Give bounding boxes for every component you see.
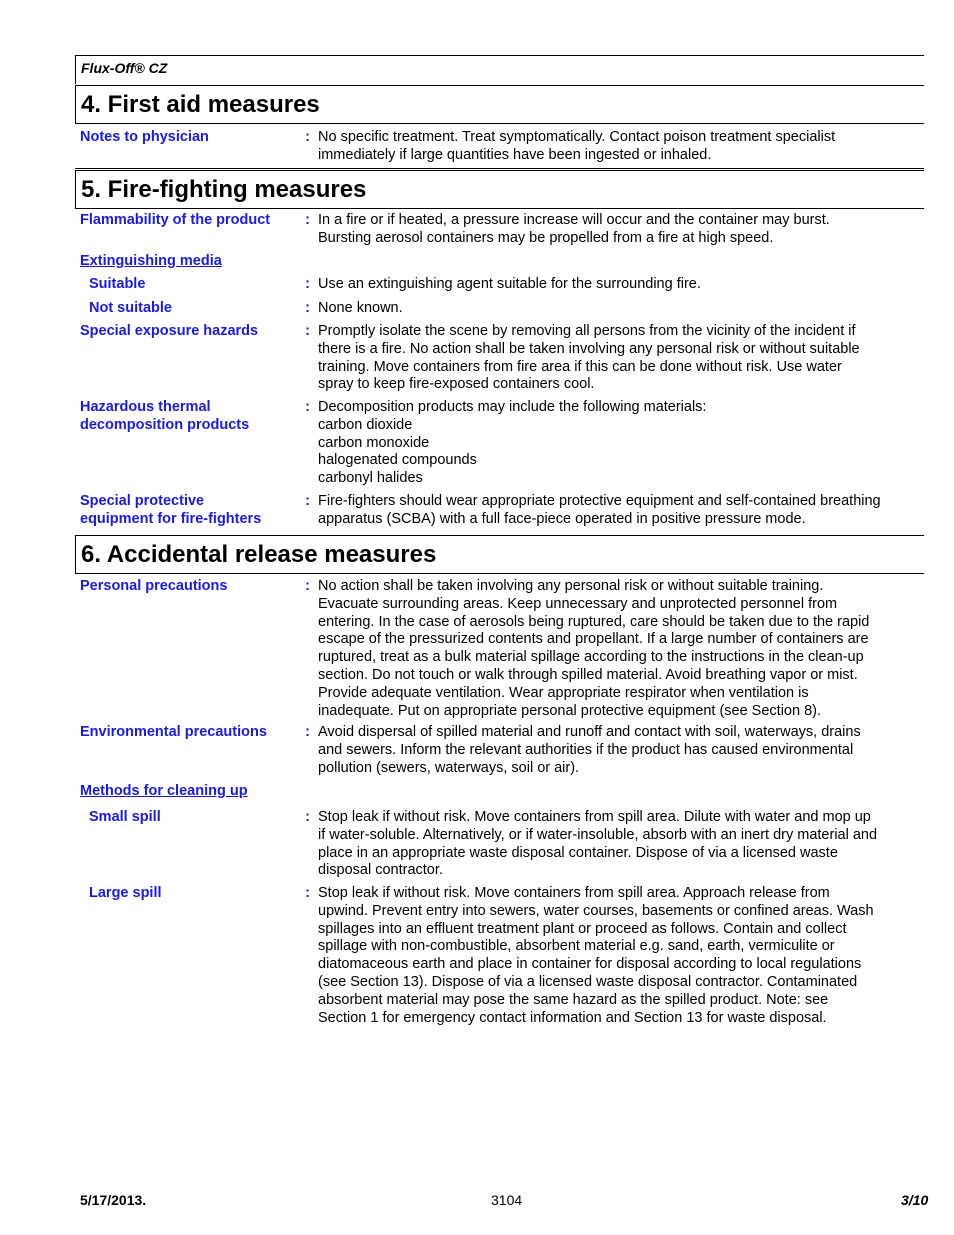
colon: : [305, 724, 310, 740]
colon: : [305, 578, 310, 594]
large-spill-row [75, 885, 924, 1027]
large-spill-value: Stop leak if without risk. Move containers from spill area. Approach release from upwind. Prevent entry into sewers, water courses, basements or confined areas. Wash spillages into an effluent treatment plant or proceed as follows. Contain and collect spillage with non-combustible, absorbent material e.g. sand, earth, vermiculite or diatomaceous earth and place in container for disposal according to local regulations (see Section 13). Dispose of via a licensed waste disposal contractor. Contaminated absorbent material may pose the same hazard as the spilled product. Note: see Section 1 for emergency contact information and Section 13 for waste disposal. [318, 885, 874, 1026]
personal-precautions-value: No action shall be taken involving any personal risk or without suitable training. Evacuate surrounding areas. Keep unnecessary and unprotected personnel from entering. In the case of aerosols being ruptured, care should be taken due to the rapid escape of the pressurized contents and propellant. If a large number of containers are ruptured, treat as a bulk material spillage according to the instructions in the clean-up section. Do not touch or walk through spilled material. Avoid breathing vapor or mist. Provide adequate ventilation. Wear appropriate respirator when ventilation is inadequate. Put on appropriate personal protective equipment (see Section 8). [318, 578, 870, 719]
colon: : [305, 809, 310, 825]
special-exposure-row [75, 323, 924, 394]
product-name: Flux-Off® CZ [81, 60, 168, 76]
extinguishing-media-label: Extinguishing media [80, 253, 222, 269]
footer-page-number: 3/10 [901, 1192, 929, 1208]
notes-to-physician-label: Notes to physician [80, 129, 209, 145]
not-suitable-label: Not suitable [89, 300, 172, 316]
protective-equipment-value: Fire-fighters should wear appropriate protective equipment and self-contained breathing apparatus (SCBA) with a full face-piece operated in positive pressure mode. [318, 493, 881, 527]
footer-date: 5/17/2013. [80, 1192, 147, 1208]
colon: : [305, 323, 310, 339]
extinguishing-media-row [75, 253, 924, 271]
personal-precautions-row [75, 578, 924, 720]
special-exposure-label: Special exposure hazards [80, 323, 259, 339]
environmental-precautions-value: Avoid dispersal of spilled material and runoff and contact with soil, waterways, drains and sewers. Inform the relevant authorities if the product has caused environmental pollution (sewers, waterways, soil or air). [318, 724, 861, 776]
flammability-label: Flammability of the product [80, 212, 271, 228]
methods-cleaning-row [75, 783, 924, 801]
colon: : [305, 399, 310, 415]
section-5-title: 5. Fire-fighting measures [75, 170, 924, 209]
suitable-value: Use an extinguishing agent suitable for the surrounding fire. [318, 276, 701, 292]
colon: : [305, 212, 310, 228]
colon: : [305, 493, 310, 509]
flammability-row [75, 212, 924, 248]
product-header [75, 55, 924, 84]
personal-precautions-label: Personal precautions [80, 578, 228, 594]
colon: : [305, 300, 310, 316]
environmental-precautions-row [75, 724, 924, 777]
small-spill-label: Small spill [89, 809, 161, 825]
environmental-precautions-label: Environmental precautions [80, 724, 267, 740]
protective-equipment-row [75, 493, 924, 529]
footer-code: 3104 [491, 1192, 523, 1208]
small-spill-value: Stop leak if without risk. Move containers from spill area. Dilute with water and mop up if water-soluble. Alternatively, or if water-insoluble, absorb with an inert dry material and place in an appropriate waste disposal container. Dispose of via a licensed waste disposal contractor. [318, 809, 878, 879]
protective-equipment-label: Special protective equipment for fire-fighters [80, 493, 262, 527]
small-spill-row [75, 809, 924, 880]
colon: : [305, 129, 310, 145]
page-footer [75, 1192, 929, 1212]
flammability-value: In a fire or if heated, a pressure increase will occur and the container may burst. Bursting aerosol containers may be propelled from a fire at high speed. [318, 212, 830, 246]
suitable-label: Suitable [89, 276, 146, 292]
thermal-decomposition-value: Decomposition products may include the following materials: carbon dioxide carbon monoxide halogenated compounds carbonyl halides [318, 399, 707, 487]
methods-cleaning-label: Methods for cleaning up [80, 783, 248, 799]
special-exposure-value: Promptly isolate the scene by removing all persons from the vicinity of the incident if there is a fire. No action shall be taken involving any personal risk or without suitable training. Move containers from fire area if this can be done without risk. Use water spray to keep fire-exposed containers cool. [318, 323, 860, 393]
not-suitable-value: None known. [318, 300, 403, 316]
divider [75, 168, 924, 169]
colon: : [305, 276, 310, 292]
section-4-title: 4. First aid measures [75, 85, 924, 124]
not-suitable-row [75, 300, 924, 318]
notes-to-physician-row [75, 129, 924, 165]
thermal-decomposition-label: Hazardous thermal decomposition products [80, 399, 250, 433]
notes-to-physician-value: No specific treatment. Treat symptomatically. Contact poison treatment specialist immediately if large quantities have been ingested or inhaled. [318, 129, 836, 163]
large-spill-label: Large spill [89, 885, 162, 901]
suitable-row [75, 276, 924, 294]
section-6-title: 6. Accidental release measures [75, 535, 924, 574]
thermal-decomposition-row [75, 399, 924, 488]
colon: : [305, 885, 310, 901]
